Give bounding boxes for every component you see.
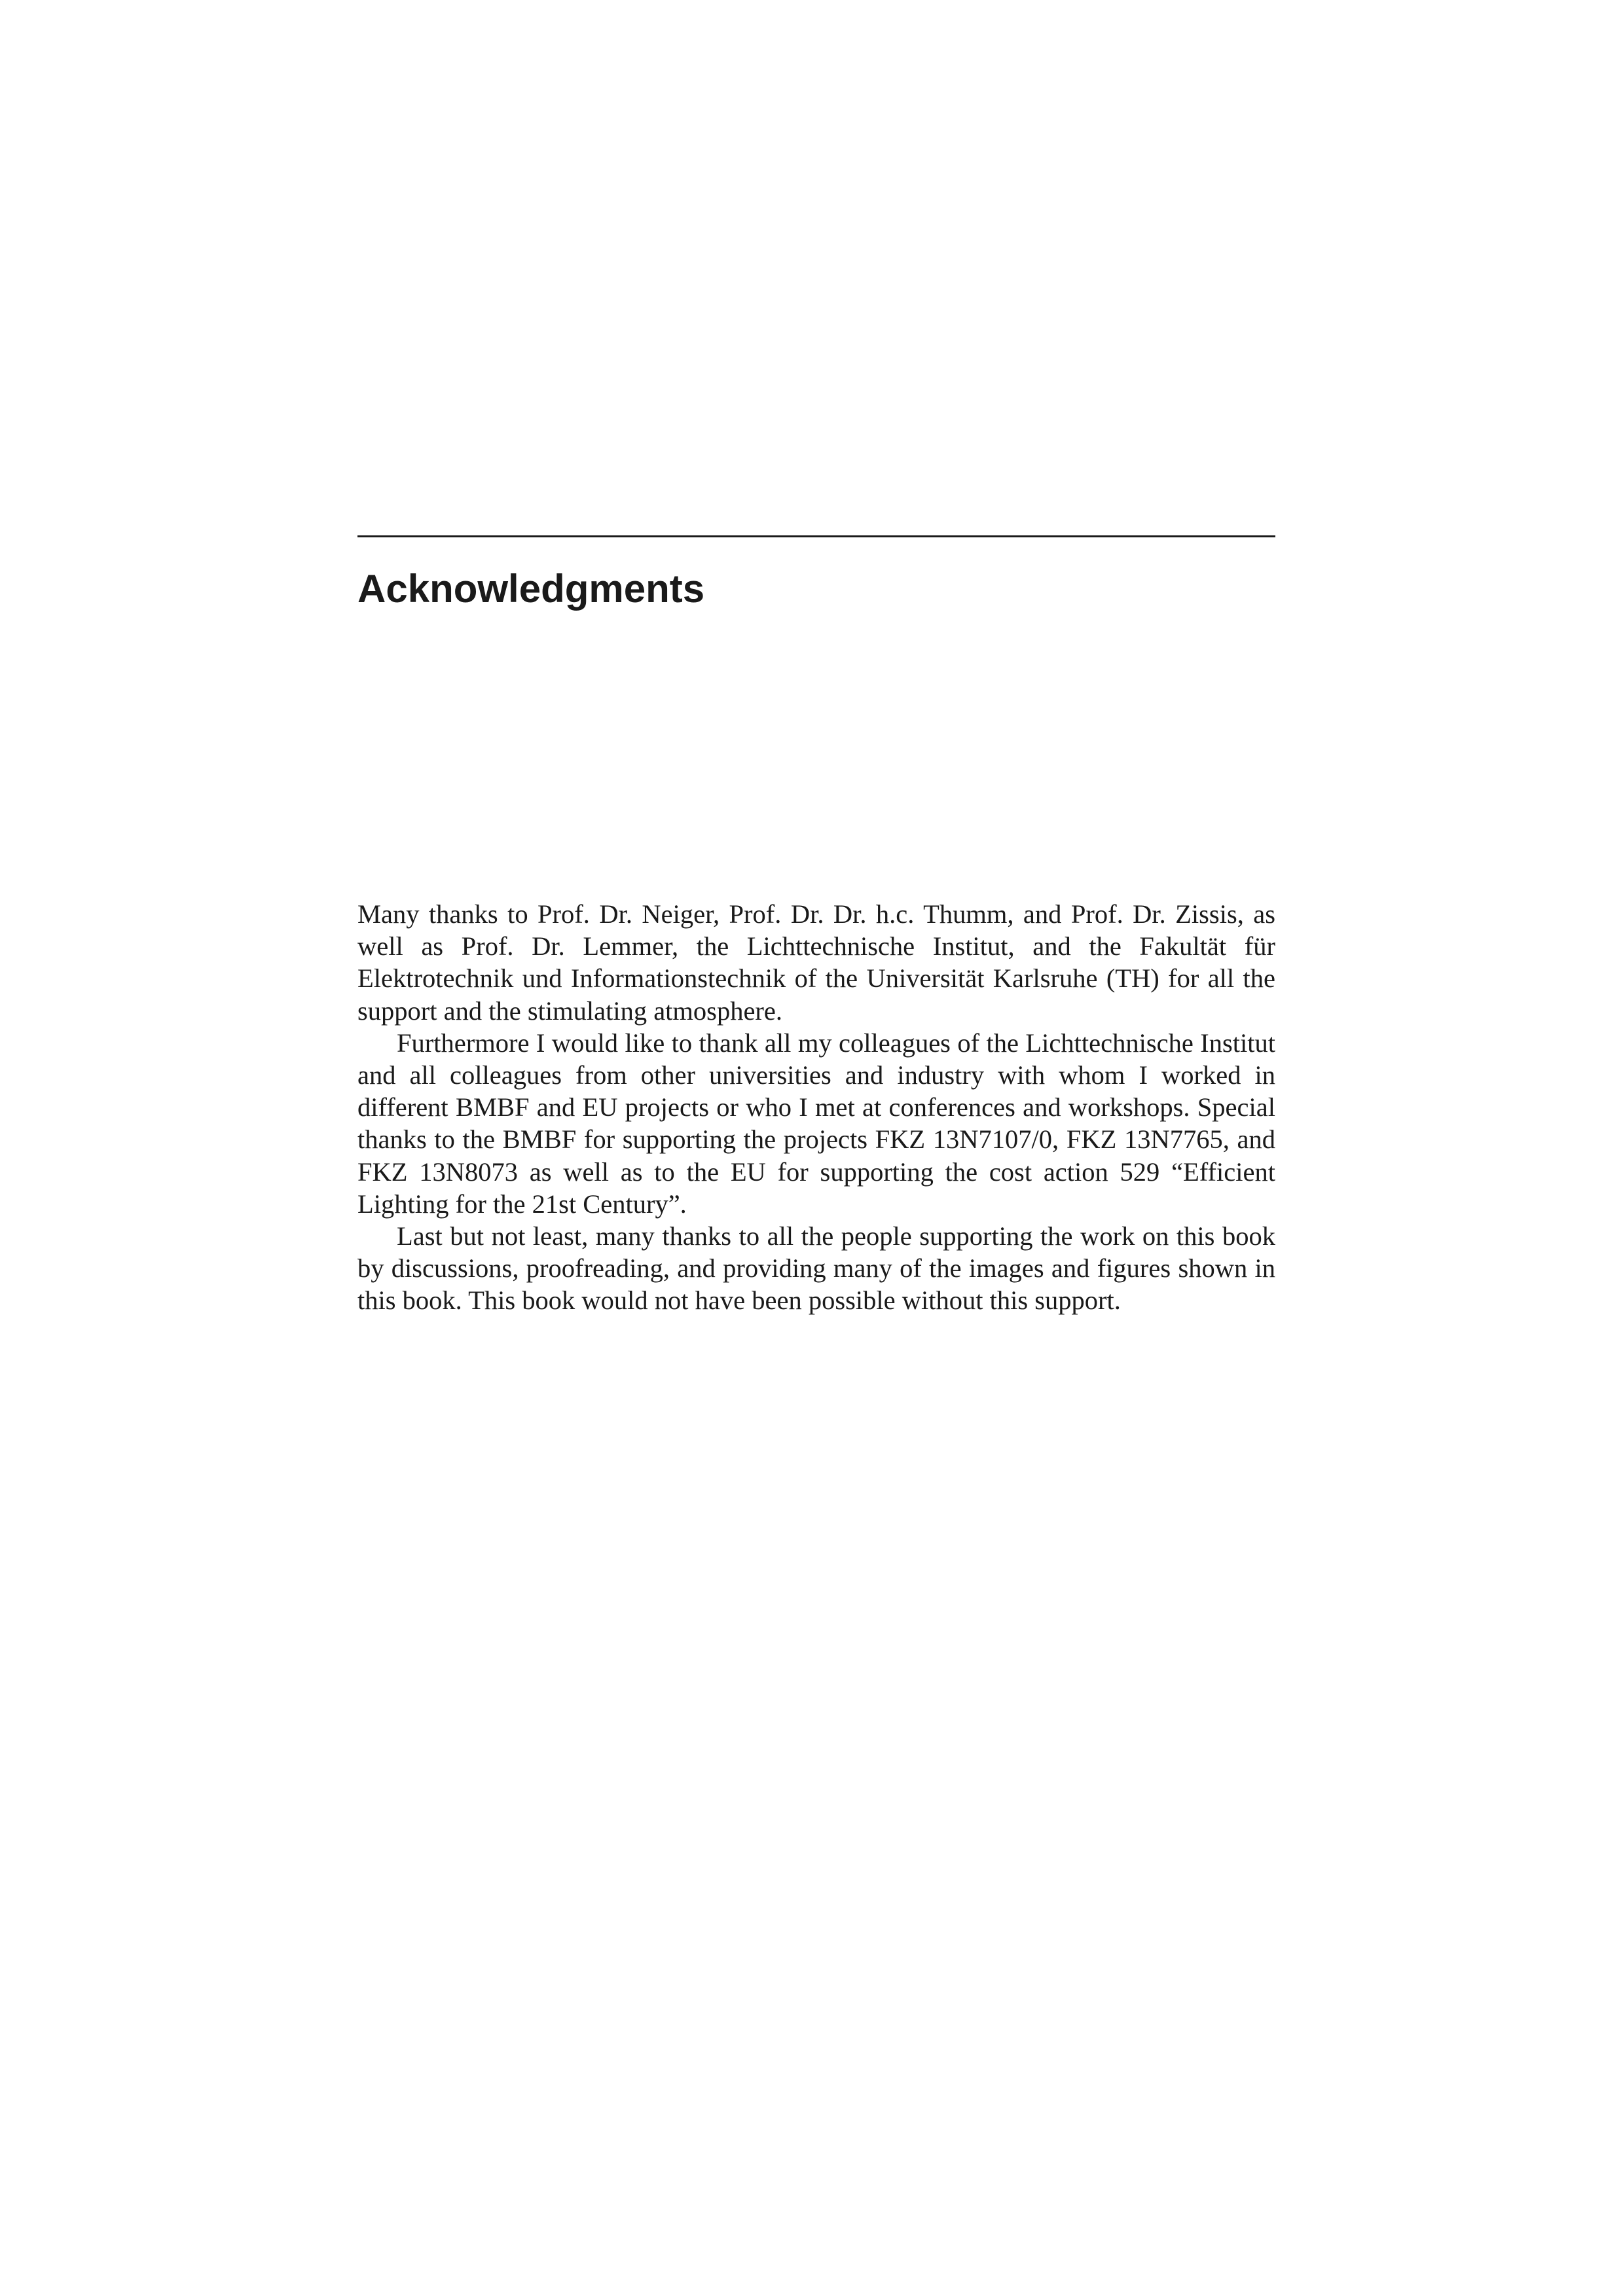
paragraph: Furthermore I would like to thank all my colleagues of the Lichttechnische Institut and all colleagues from other universities and industry with whom I worked in different BMBF and EU projects or who I met at conferences and workshops. Special thanks to the BMBF for supporting the projects FKZ 13N7107/0, FKZ 13N7765, and FKZ 13N8073 as well as to the EU for supporting the cost action 529 “Efficient Lighting for the 21st Century”. (357, 1028, 1275, 1219)
paragraph: Last but not least, many thanks to all the people supporting the work on this book by discussions, proofreading, and providing many of the images and figures shown in this book. This book would not have been possible without this support. (357, 1221, 1275, 1316)
acknowledgments-body (357, 898, 1275, 1317)
paragraph: Many thanks to Prof. Dr. Neiger, Prof. Dr. Dr. h.c. Thumm, and Prof. Dr. Zissis, as well as Prof. Dr. Lemmer, the Lichttechnische Institut, and the Fakultät für Elektrotechnik und Informationstechnik of the Universität Karlsruhe (TH) for all the support and the stimulating atmosphere. (357, 899, 1275, 1026)
chapter-rule (357, 535, 1275, 537)
chapter-title: Acknowledgments (357, 567, 705, 611)
